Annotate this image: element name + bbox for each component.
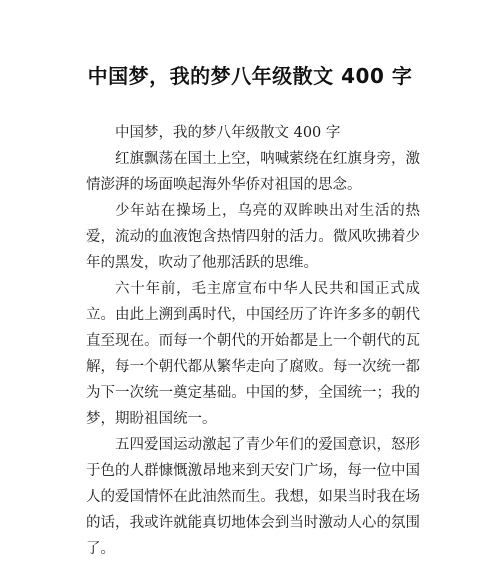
paragraph-youth: 少年站在操场上，乌亮的双眸映出对生活的热爱，流动的血液饱含热情四射的活力。微风吹拂着少年的黑发，吹动了他那活跃的思维。 xyxy=(86,203,420,271)
document-title: 中国梦，我的梦八年级散文 400 字 xyxy=(87,64,413,88)
paragraph-history: 六十年前，毛主席宣布中华人民共和国正式成立。由此上溯到禹时代，中国经历了许许多多的朝代直至现在。而每一个朝代的开始都是上一个朝代的瓦解，每一个朝代都从繁华走向了腐败。每一次统一都为下一次统一奠定基础。中国的梦，全国统一；我的梦，期盼祖国统一。 xyxy=(86,281,420,427)
paragraph-may-fourth: 五四爱国运动激起了青少年们的爱国意识，怒形于色的人群慷慨激昂地来到天安门广场，每一位中国人的爱国情怀在此油然而生。我想，如果当时我在场的话，我或许就能真切地体会到当时激动人心的氛围了。 xyxy=(86,437,420,557)
paragraph-flag: 红旗飘荡在国土上空，呐喊萦绕在红旗身旁，激情澎湃的场面唤起海外华侨对祖国的思念。 xyxy=(86,151,420,193)
paragraph-subtitle: 中国梦，我的梦八年级散文 400 字 xyxy=(115,125,341,141)
document-body xyxy=(86,120,420,562)
